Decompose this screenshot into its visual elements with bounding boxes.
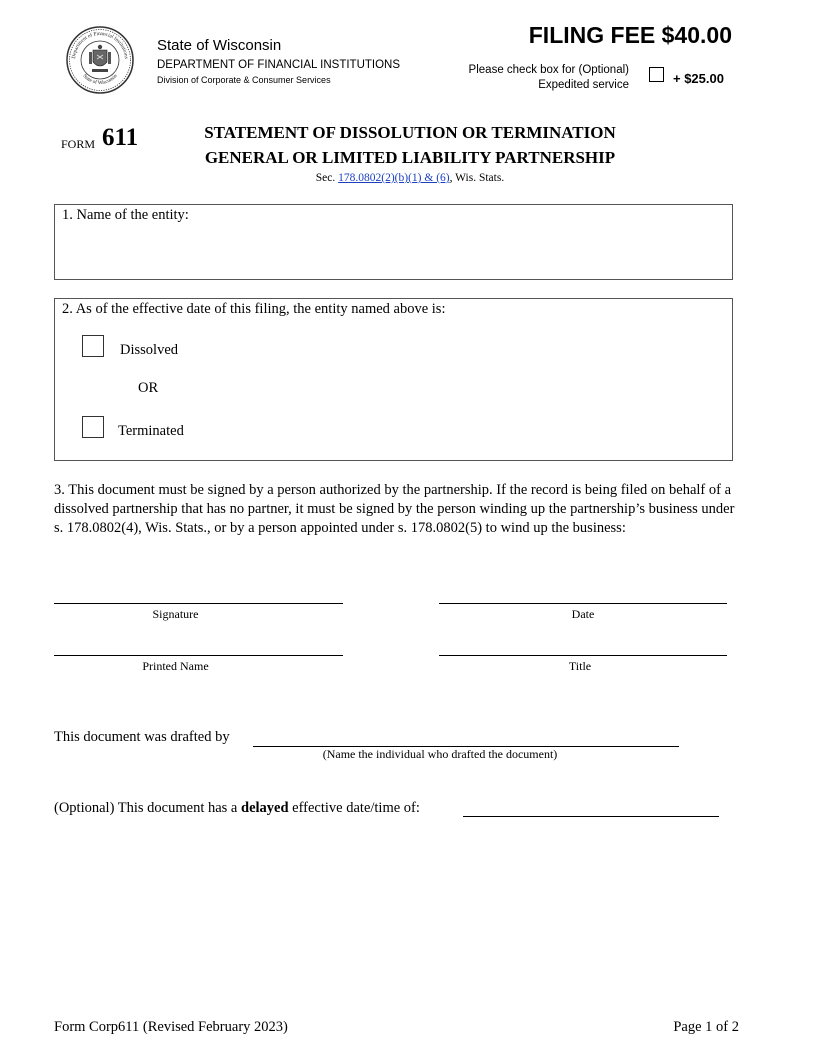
svg-text:Department of Financial Instit: Department of Financial Institutions [70, 30, 129, 60]
expedite-checkbox[interactable] [649, 67, 664, 82]
drafted-by-caption: (Name the individual who drafted the document) [322, 747, 558, 761]
form-number: 611 [102, 124, 139, 151]
statute-reference [150, 172, 670, 184]
statute-link[interactable]: 178.0802(2)(b)(1) & (6) [338, 172, 450, 184]
entity-name-field[interactable] [63, 229, 723, 273]
delayed-date-label [54, 800, 420, 817]
date-caption: Date [571, 607, 595, 621]
department-name: DEPARTMENT OF FINANCIAL INSTITUTIONS [157, 59, 401, 71]
expedite-text-line2: Expedited service [538, 79, 629, 91]
status-section [54, 298, 733, 461]
dissolved-label: Dissolved [120, 342, 178, 358]
expedite-text-line1: Please check box for (Optional) [468, 64, 629, 76]
division-name: Division of Corporate & Consumer Services [157, 75, 331, 85]
state-name: State of Wisconsin [157, 37, 282, 54]
date-line[interactable] [439, 603, 727, 604]
form-label: FORM [61, 137, 96, 151]
filing-fee: FILING FEE $40.00 [528, 22, 732, 48]
form-revision: Form Corp611 (Revised February 2023) [54, 1019, 288, 1035]
delayed-bold: delayed [241, 800, 289, 816]
status-label: 2. As of the effective date of this filing, the entity named above is: [62, 301, 446, 317]
dissolved-checkbox[interactable] [82, 335, 104, 357]
state-seal-logo [66, 26, 134, 94]
svg-text:State of Wisconsin: State of Wisconsin [81, 73, 119, 87]
entity-name-label: 1. Name of the entity: [62, 207, 189, 223]
terminated-checkbox[interactable] [82, 416, 104, 438]
signature-caption: Signature [152, 607, 199, 621]
printed-name-line[interactable] [54, 655, 343, 656]
page-number: Page 1 of 2 [673, 1019, 739, 1035]
expedite-fee: + $25.00 [673, 71, 724, 86]
expedite-instruction [440, 63, 629, 93]
delayed-suffix: effective date/time of: [288, 800, 420, 816]
entity-name-section [54, 204, 733, 280]
statute-suffix: , Wis. Stats. [449, 172, 505, 184]
printed-name-caption: Printed Name [142, 659, 209, 673]
drafted-by-label: This document was drafted by [54, 729, 230, 745]
signature-line[interactable] [54, 603, 343, 604]
title-caption: Title [568, 659, 592, 673]
terminated-label: Terminated [118, 423, 184, 439]
or-text: OR [138, 380, 159, 396]
statute-prefix: Sec. [315, 172, 339, 184]
signature-instructions: 3. This document must be signed by a person authorized by the partnership. If the record is being filed on behalf of a dissolved partnership that has no partner, it must be signed by the person winding up the partnership’s business under s. 178.0802(4), Wis. Stats., or by a person appointed under s. 178.0802(5) to wind up the business: [54, 482, 735, 536]
delayed-date-line[interactable] [463, 816, 719, 817]
title-line[interactable] [439, 655, 727, 656]
form-title-line1: STATEMENT OF DISSOLUTION OR TERMINATION [204, 123, 616, 142]
form-title-line2: GENERAL OR LIMITED LIABILITY PARTNERSHIP [204, 148, 616, 167]
delayed-prefix: (Optional) This document has a [54, 800, 241, 816]
